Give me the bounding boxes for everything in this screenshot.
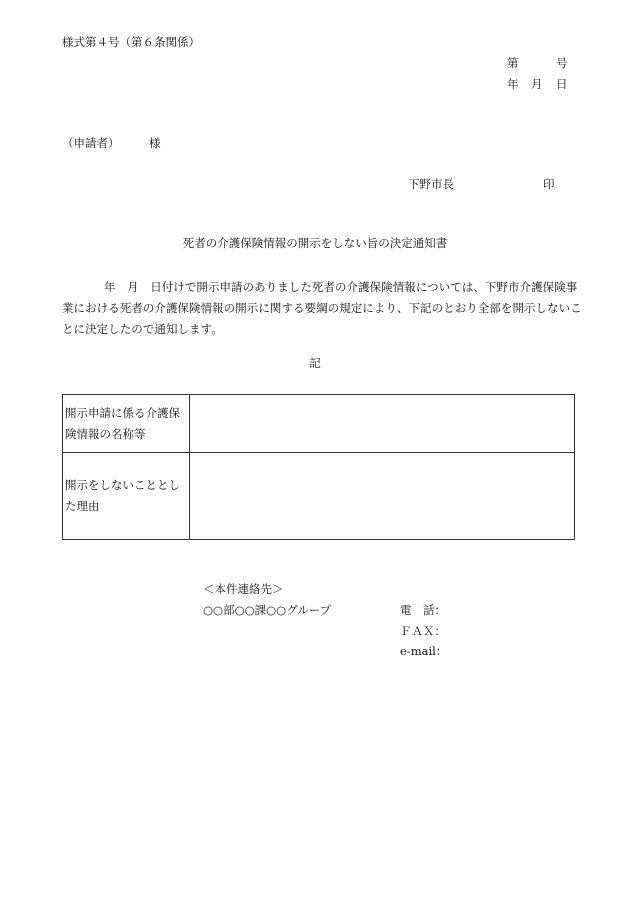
- contact-email-label: e-mail：: [400, 644, 448, 658]
- row-value: [190, 453, 575, 540]
- table-row: [63, 453, 575, 540]
- document-number-suffix: 号: [556, 56, 568, 70]
- form-number: 様式第４号（第６条関係）: [62, 35, 200, 49]
- contact-fax-label: ＦＡＸ：: [400, 624, 446, 638]
- document-number-prefix: 第: [507, 56, 519, 70]
- info-table: [62, 394, 575, 540]
- row-value: [190, 395, 575, 453]
- date-month-label: 月: [531, 77, 543, 91]
- document-title: 死者の介護保険情報の開示をしない旨の決定通知書: [182, 236, 448, 250]
- date-year-label: 年: [507, 77, 519, 91]
- addressee-label: （申請者）: [62, 136, 120, 150]
- contact-department: ○○部○○課○○グループ: [203, 603, 332, 617]
- contact-tel-label: 電 話：: [400, 603, 446, 617]
- sender-name: 下野市長: [408, 177, 454, 191]
- addressee-honorific: 様: [149, 136, 161, 150]
- seal-mark: 印: [543, 177, 555, 191]
- body-paragraph: 年 月 日付けで開示申請のありました死者の介護保険情報については、下野市介護保険事業における死者の介護保険情報の開示に関する要綱の規定により、下記のとおり全部を開示しないことに決定したので通知します。: [62, 280, 582, 336]
- contact-heading: ＜本件連絡先＞: [203, 582, 284, 596]
- ki-heading: 記: [309, 356, 321, 370]
- table-row: [63, 395, 575, 453]
- row-label: 開示をしないこととした理由: [63, 453, 190, 540]
- date-day-label: 日: [556, 77, 568, 91]
- row-label: 開示申請に係る介護保険情報の名称等: [63, 395, 190, 453]
